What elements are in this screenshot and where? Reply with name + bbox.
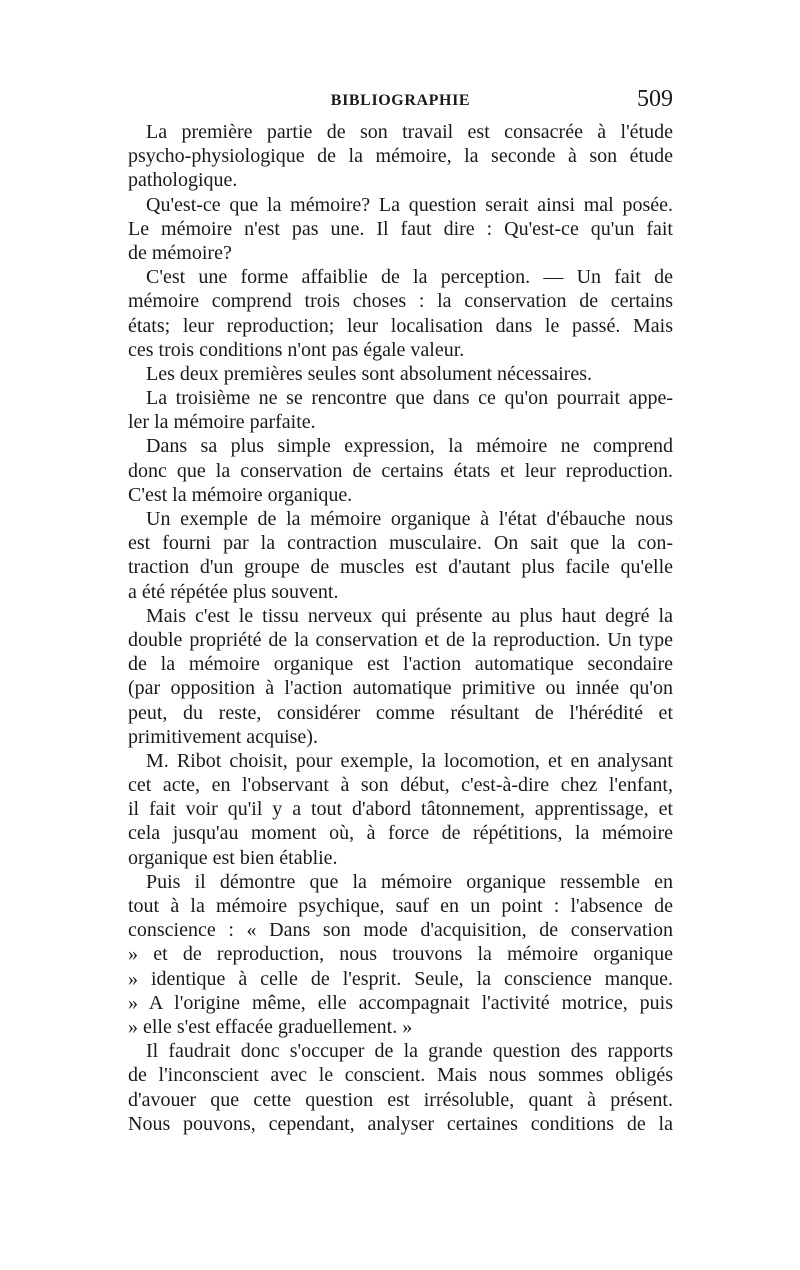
text-line: C'est la mémoire organique. bbox=[128, 483, 353, 506]
text-line: peut, du reste, considérer comme résultant de l'hérédité et bbox=[128, 701, 673, 724]
text-line: cela jusqu'au moment où, à force de répétitions, la mémoire bbox=[128, 822, 673, 845]
text-line: ler la mémoire parfaite. bbox=[128, 411, 316, 434]
text-line: Qu'est-ce que la mémoire? La question serait ainsi mal posée. bbox=[146, 193, 673, 216]
text-line: est fourni par la contraction musculaire. On sait que la con- bbox=[128, 532, 673, 555]
text-line: il fait voir qu'il y a tout d'abord tâtonnement, apprentissage, et bbox=[128, 798, 673, 821]
text-line: » elle s'est effacée graduellement. » bbox=[128, 1015, 413, 1038]
text-line: Le mémoire n'est pas une. Il faut dire : Qu'est-ce qu'un fait bbox=[128, 217, 673, 240]
text-line: M. Ribot choisit, pour exemple, la locomotion, et en analysant bbox=[146, 749, 673, 772]
body-text bbox=[128, 120, 673, 1136]
text-line: (par opposition à l'action automatique primitive ou innée qu'on bbox=[128, 677, 673, 700]
text-line: conscience : « Dans son mode d'acquisition, de conservation bbox=[128, 919, 673, 942]
text-line: La troisième ne se rencontre que dans ce qu'on pourrait appe- bbox=[146, 387, 673, 410]
text-line: de l'inconscient avec le conscient. Mais nous sommes obligés bbox=[128, 1064, 673, 1087]
text-line: a été répétée plus souvent. bbox=[128, 580, 339, 603]
page-number: 509 bbox=[637, 86, 673, 112]
text-line: La première partie de son travail est consacrée à l'étude bbox=[146, 121, 673, 143]
text-line: psycho-physiologique de la mémoire, la seconde à son étude bbox=[128, 145, 673, 168]
text-line: mémoire comprend trois choses : la conservation de certains bbox=[128, 290, 673, 313]
running-title: BIBLIOGRAPHIE bbox=[330, 92, 471, 109]
text-line: C'est une forme affaiblie de la perception. — Un fait de bbox=[146, 266, 673, 289]
text-line: états; leur reproduction; leur localisation dans le passé. Mais bbox=[128, 314, 673, 337]
text-line: traction d'un groupe de muscles est d'autant plus facile qu'elle bbox=[128, 556, 673, 579]
text-line: de mémoire? bbox=[128, 241, 232, 264]
text-line: primitivement acquise). bbox=[128, 725, 318, 748]
text-line: donc que la conservation de certains états et leur reproduction. bbox=[128, 459, 673, 482]
running-head bbox=[128, 86, 673, 116]
text-line: » et de reproduction, nous trouvons la mémoire organique bbox=[128, 943, 673, 966]
text-line: ces trois conditions n'ont pas égale valeur. bbox=[128, 338, 465, 361]
text-line: de la mémoire organique est l'action automatique secondaire bbox=[128, 653, 673, 676]
text-line: Mais c'est le tissu nerveux qui présente au plus haut degré la bbox=[146, 604, 673, 627]
text-line: double propriété de la conservation et de la reproduction. Un type bbox=[128, 628, 673, 651]
text-line: » A l'origine même, elle accompagnait l'activité motrice, puis bbox=[128, 991, 673, 1014]
text-line: Il faudrait donc s'occuper de la grande question des rapports bbox=[146, 1040, 673, 1063]
text-line: pathologique. bbox=[128, 169, 238, 192]
text-line: tout à la mémoire psychique, sauf en un point : l'absence de bbox=[128, 895, 673, 917]
text-line: » identique à celle de l'esprit. Seule, la conscience manque. bbox=[128, 967, 673, 990]
text-line: Les deux premières seules sont absolument nécessaires. bbox=[146, 362, 592, 385]
text-line: Nous pouvons, cependant, analyser certaines conditions de la bbox=[128, 1112, 673, 1135]
text-line: organique est bien établie. bbox=[128, 846, 338, 869]
text-line: cet acte, en l'observant à son début, c'est-à-dire chez l'enfant, bbox=[128, 774, 673, 797]
text-line: Dans sa plus simple expression, la mémoire ne comprend bbox=[146, 435, 673, 458]
text-line: Un exemple de la mémoire organique à l'état d'ébauche nous bbox=[146, 508, 673, 530]
text-line: Puis il démontre que la mémoire organique ressemble en bbox=[146, 870, 673, 893]
text-line: d'avouer que cette question est irrésoluble, quant à présent. bbox=[128, 1088, 673, 1111]
